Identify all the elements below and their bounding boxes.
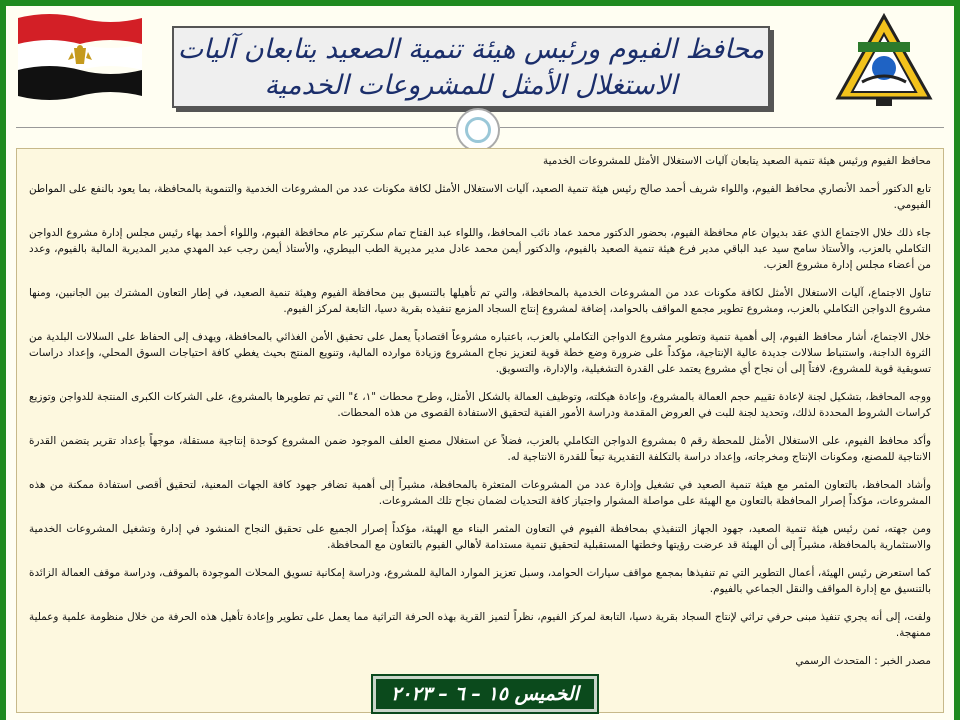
- headline-box: [172, 26, 770, 108]
- article-paragraph: تابع الدكتور أحمد الأنصاري محافظ الفيوم، واللواء شريف أحمد صالح رئيس هيئة تنمية الصعيد، آليات الاستغلال الأمثل لكافة مكونات عدد من المشروعات الخدمية والتنموية بالمحافظة، بما يعود بالنفع على المواطن الفيومي.: [29, 183, 931, 211]
- article-body: [16, 148, 944, 713]
- divider-right: [500, 127, 944, 128]
- news-source: مصدر الخبر : المتحدث الرسمي: [795, 655, 931, 667]
- article-paragraph: وأشاد المحافظ، بالتعاون المثمر مع هيئة تنمية الصعيد في تشغيل وإدارة عدد من المشروعات المتعثرة بالمحافظة، مشيراً إلى أهمية تضافر جهود كافة الجهات المعنية، لتحقيق أقصى استفادة ممكنة من هذه المشروعات، مؤكداً إصرار المحافظة بالتعاون مع الهيئة على مواصلة المشوار واجتياز كافة التحديات لضمان نجاح تلك المشروعات.: [29, 479, 931, 507]
- date-banner: الخميس ١٥ – ٦ – ٢٠٢٣: [373, 676, 597, 712]
- article-paragraph: وأكد محافظ الفيوم، على الاستغلال الأمثل للمحطة رقم ٥ بمشروع الدواجن التكاملي بالعزب، فضلاً عن استغلال مصنع العلف الموجود ضمن المشروع كوحدة إنتاجية مستقلة، موجهاً بإعداد تقرير يتضمن القدرة الانتاجية للمصنع، ومكونات الإنتاج ومخرجاته، وإعداد دراسة بالتكلفة التقديرية تبعاً للقدرة الانتاجية له.: [29, 435, 931, 463]
- article-paragraph: كما استعرض رئيس الهيئة، أعمال التطوير التي تم تنفيذها بمجمع مواقف سيارات الحوامد، وسبل تعزيز الموارد المالية للمشروع، ودراسة إمكانية تسويق المحلات الموجودة بالموقف، ودراسة موقف العمالة الزائدة بالتنسيق مع إدارة المواقف والنقل الجماعي بالفيوم.: [29, 567, 931, 595]
- egypt-flag-icon: [14, 10, 146, 102]
- article-paragraph: ولفت، إلى أنه يجري تنفيذ مبنى حرفي تراثي لإنتاج السجاد بقرية دسيا، التابعة لمركز الفيوم، نظراً لتميز القرية بهذه الحرفة التراثية مما يعمل على تطوير وإعادة تأهيل هذه الحرفة من خلال منظومة علمية وعملية ممنهجة.: [29, 611, 931, 639]
- article-paragraph: تناول الاجتماع، آليات الاستغلال الأمثل لكافة مكونات عدد من المشروعات الخدمية بالمحافظة، والتي تم تأهيلها بالتنسيق بين محافظة الفيوم وهيئة تنمية الصعيد، في إطار التعاون المشترك بين الجانبين، ومنها مشروع الدواجن التكاملي بالعزب، ومشروع تطوير مجمع المواقف بالحوامد، إضافة لمشروع إنتاج السجاد المزمع تنفيذه بقرية دسيا، التابعة لمركز الفيوم.: [29, 287, 931, 315]
- article-heading: محافظ الفيوم ورئيس هيئة تنمية الصعيد يتابعان آليات الاستغلال الأمثل للمشروعات الخدمية: [543, 155, 931, 167]
- divider-left: [16, 127, 456, 128]
- fayoum-governorate-logo: [832, 12, 936, 108]
- headline-line-2: الاستغلال الأمثل للمشروعات الخدمية: [264, 70, 678, 101]
- article-paragraph: جاء ذلك خلال الاجتماع الذي عقد بديوان عام محافظة الفيوم، بحضور الدكتور محمد عماد نائب المحافظ، واللواء عبد الفتاح تمام سكرتير عام محافظة الفيوم، واللواء أحمد بهاء رئيس مجلس إدارة مشروع الدواجن التكاملي بالعزب، والأستاذ سامح سيد عبد الباقي مدير فرع هيئة تنمية الصعيد بالفيوم، والدكتور أيمن محمد عادل مدير مديرية الطب البيطري، والأستاذ أيمن رجب عبد المهدي مدير المديرية المالية بالفيوم، وعدد من أعضاء مجلس إدارة مشروع العزب.: [29, 227, 931, 271]
- article-paragraph: ومن جهته، ثمن رئيس هيئة تنمية الصعيد، جهود الجهاز التنفيذي بمحافظة الفيوم في التعاون المثمر البناء مع الهيئة، مؤكداً إصرار الجميع على تحقيق النجاح المنشود في إدارة وتشغيل المشروعات الخدمية والاستثمارية بالمحافظة، مشيراً إلى أن الهيئة قد عرضت رؤيتها وخطتها المستقبلية لتحقيق تنمية مستدامة لأهالي الفيوم بالتعاون مع المحافظة.: [29, 523, 931, 551]
- article-paragraph: ووجه المحافظ، بتشكيل لجنة لإعادة تقييم حجم العمالة بالمشروع، وإعادة هيكلته، وتوظيف العمالة بالشكل الأمثل، وطرح محطات "١، ٤" التي تم تطويرها بالمشروع، على الشركات الكبرى المنتجة للدواجن وتوزيع كراسات الشروط المحددة لذلك، وتحديد لجنة للبت في العروض المقدمة ودراسة الأمور الفنية لتحقيق الاستفادة القصوى من هذه المحطات.: [29, 391, 931, 419]
- headline-line-1: محافظ الفيوم ورئيس هيئة تنمية الصعيد يتابعان آليات: [177, 34, 765, 65]
- article-paragraph: خلال الاجتماع، أشار محافظ الفيوم، إلى أهمية تنمية وتطوير مشروع الدواجن التكاملي بالعزب، باعتباره مشروعاً اقتصادياً يعمل على تحقيق الأمن الغذائي بالمحافظة، ويهدف إلى الحفاظ على السلالات البلدية من الثروة الداجنة، واستنباط سلالات جديدة عالية الإنتاجية، مؤكداً على ضرورة وضع خطة قوية لتعزيز نجاح المشروع وزيادة موارده المالية، وتنويع المنتج بحيث يغطي كافة احتياجات السوق المحلي، وإعداد دراسات تسويقية قوية للمشروع، لافتاً إلى أن نجاح أي مشروع يعتمد على القدرة التشغيلية، والإدارة، والتسويق.: [29, 331, 931, 375]
- divider-ring-icon: [456, 108, 500, 152]
